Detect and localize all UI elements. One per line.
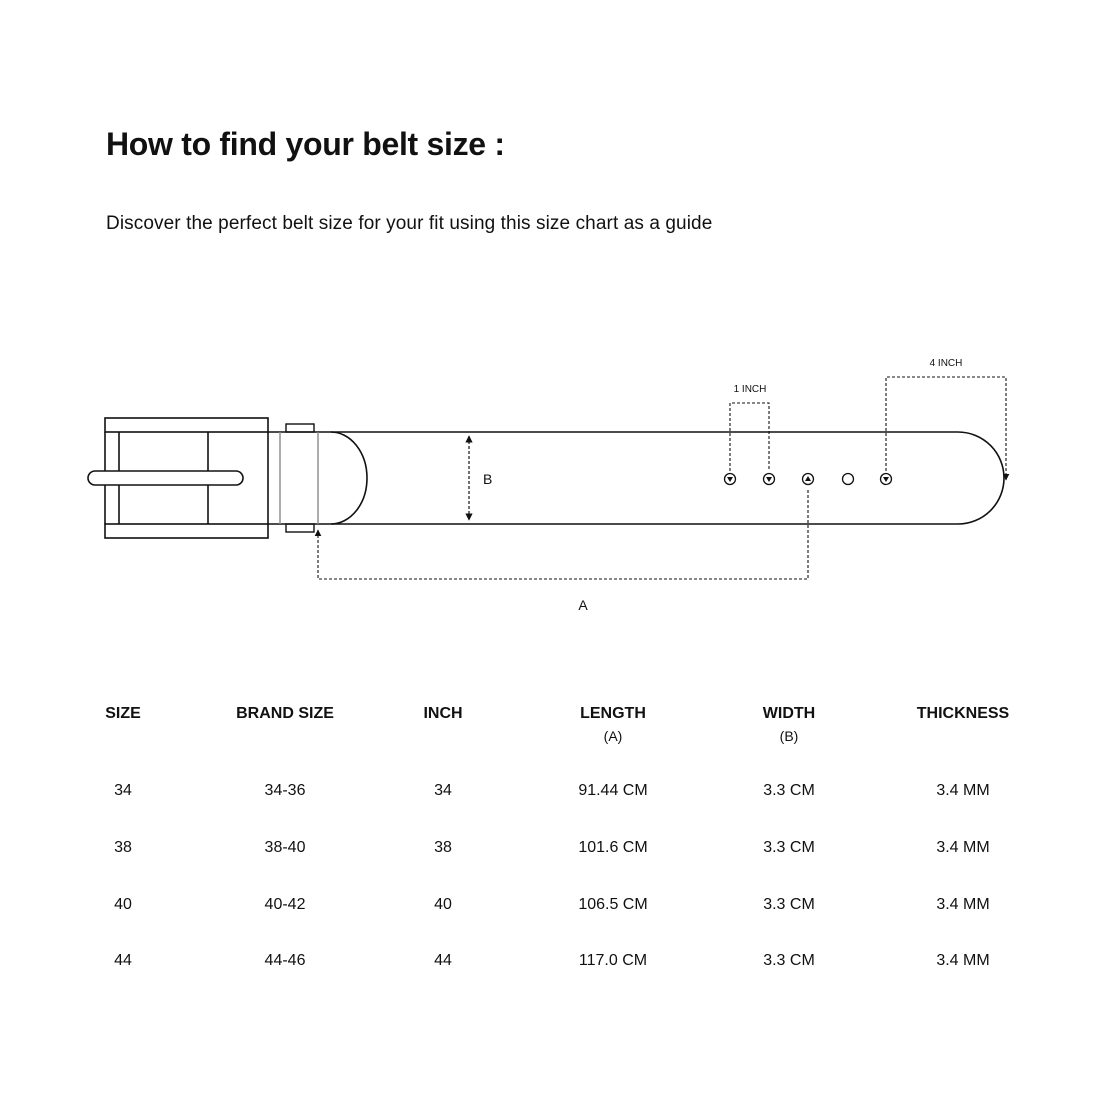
cell-width: 3.3 CM [763,839,815,856]
belt-strap [268,432,1004,524]
cell-width: 3.3 CM [763,952,815,969]
cell-brand-size: 44-46 [264,952,306,969]
dimension-4-inch [886,377,1006,480]
header-brand-size: BRAND SIZE [236,705,334,722]
cell-inch: 44 [434,952,452,969]
cell-thickness: 3.4 MM [936,896,990,913]
cell-inch: 40 [434,896,452,913]
cell-size: 38 [114,839,132,856]
cell-inch: 38 [434,839,452,856]
cell-length: 91.44 CM [578,782,648,799]
cell-brand-size: 40-42 [264,896,306,913]
header-length-sub: (A) [603,728,623,744]
cell-brand-size: 34-36 [264,782,306,799]
label-a: A [578,597,588,613]
cell-length: 117.0 CM [578,952,648,969]
cell-size: 40 [114,896,132,913]
cell-size: 44 [114,952,132,969]
belt-keeper [280,424,318,532]
cell-thickness: 3.4 MM [936,952,990,969]
cell-length: 101.6 CM [578,839,648,856]
cell-size: 34 [114,782,132,799]
label-b: B [483,471,493,487]
dimension-1-inch [730,403,769,471]
label-1-inch: 1 INCH [733,384,767,395]
header-length: LENGTH [580,705,646,722]
header-width-sub: (B) [779,728,799,744]
header-thickness: THICKNESS [916,705,1010,722]
label-4-inch: 4 INCH [929,358,963,369]
page-title: How to find your belt size : [106,126,505,162]
cell-thickness: 3.4 MM [936,782,990,799]
cell-width: 3.3 CM [763,782,815,799]
cell-thickness: 3.4 MM [936,839,990,856]
cell-brand-size: 38-40 [264,839,306,856]
cell-width: 3.3 CM [763,896,815,913]
header-size: SIZE [105,705,141,722]
cell-inch: 34 [434,782,452,799]
dimension-a [318,488,808,579]
page-subtitle: Discover the perfect belt size for your fit using this size chart as a guide [106,213,713,234]
belt-buckle-icon [88,418,268,538]
header-width: WIDTH [762,705,816,722]
cell-length: 106.5 CM [578,896,648,913]
header-inch: INCH [423,705,463,722]
